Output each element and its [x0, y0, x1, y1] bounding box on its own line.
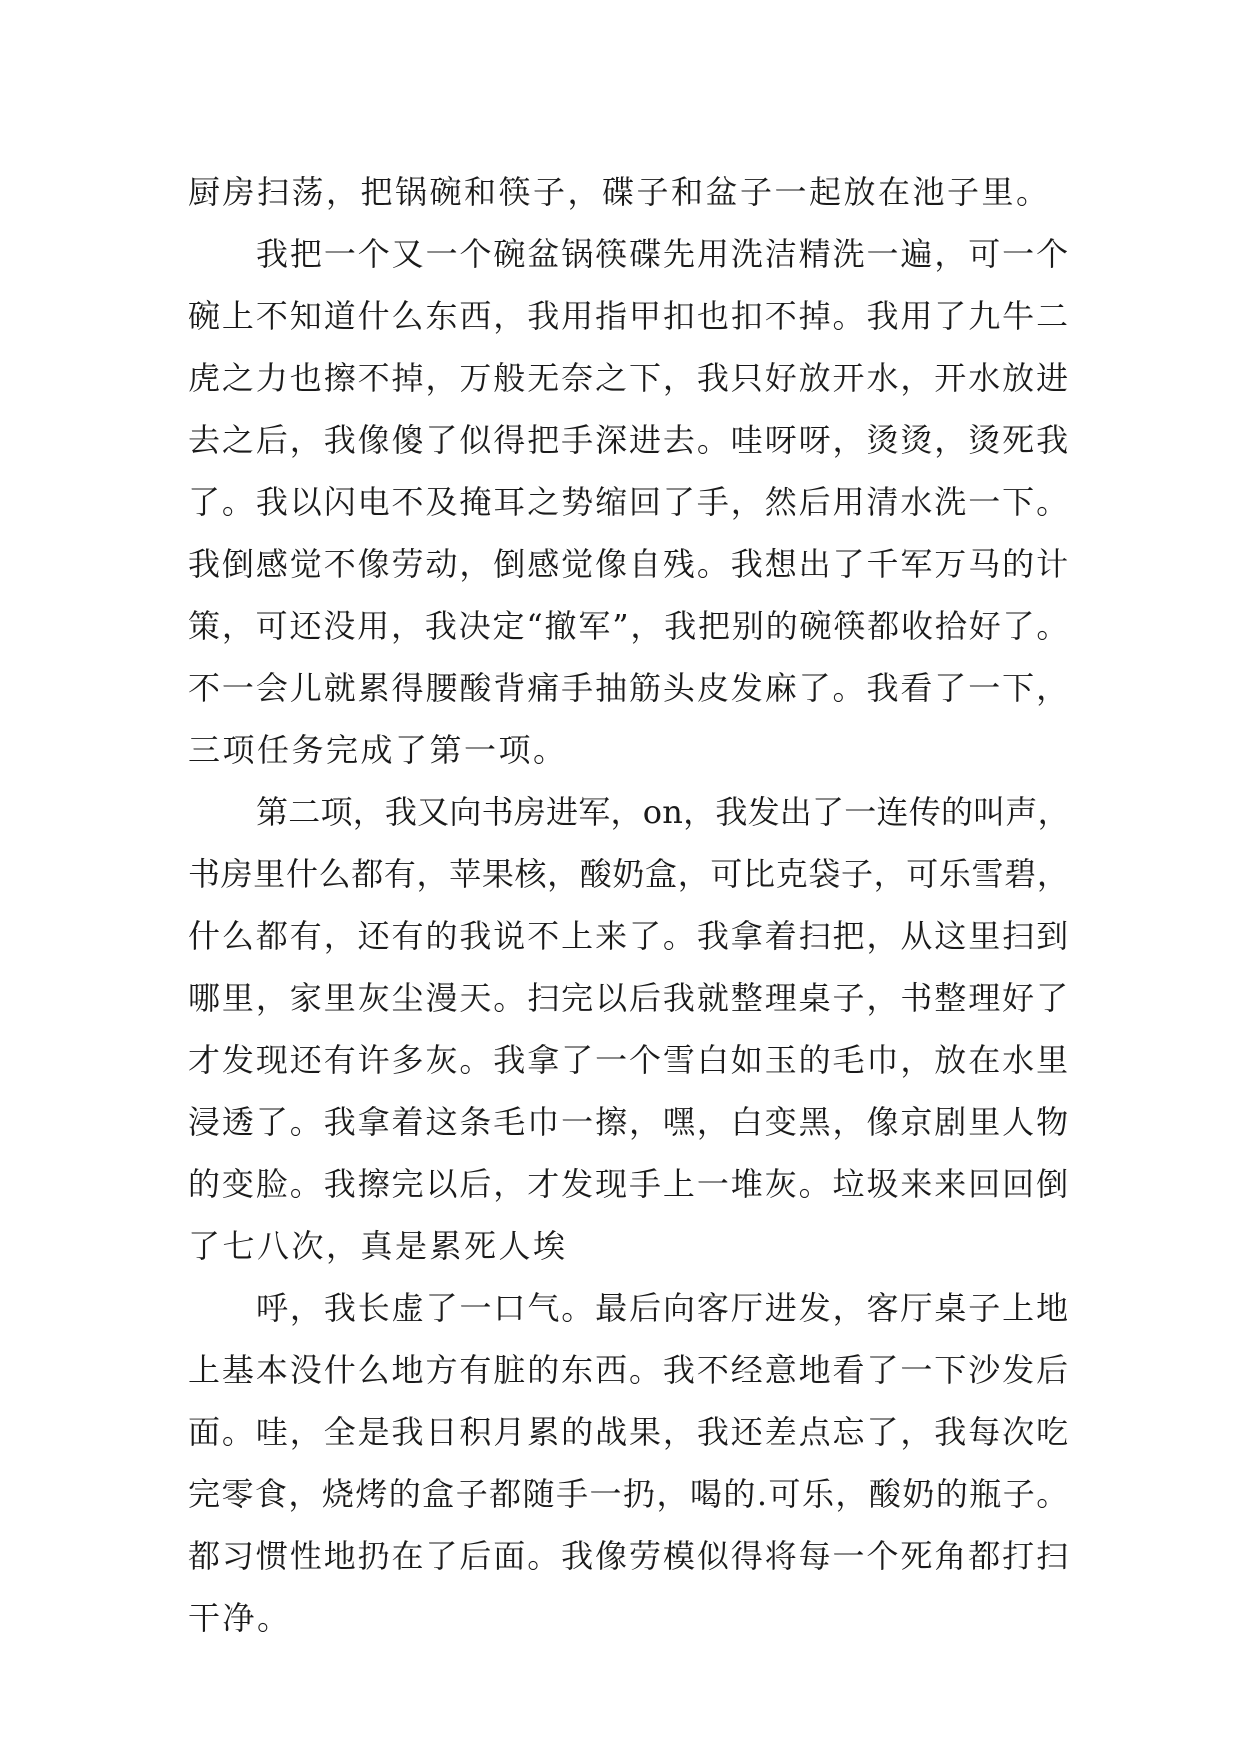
text-line: 什么都有，还有的我说不上来了。我拿着扫把，从这里扫到 [188, 917, 1071, 955]
text-line: 策，可还没用，我决定“撤军”，我把别的碗筷都收拾好了。 [188, 607, 1071, 645]
text-line: 了七八次，真是累死人埃 [188, 1227, 568, 1265]
text-line: 书房里什么都有，苹果核，酸奶盒，可比克袋子，可乐雪碧， [188, 855, 1070, 893]
text-line: 厨房扫荡，把锅碗和筷子，碟子和盆子一起放在池子里。 [188, 173, 1051, 211]
paragraph-first-line: 第二项，我又向书房进军，on，我发出了一连传的叫声， [256, 793, 1070, 831]
text-line: 虎之力也擦不掉，万般无奈之下，我只好放开水，开水放进 [188, 359, 1071, 397]
text-line: 了。我以闪电不及掩耳之势缩回了手，然后用清水洗一下。 [188, 483, 1071, 521]
text-line: 三项任务完成了第一项。 [188, 731, 568, 769]
text-line: 的变脸。我擦完以后，才发现手上一堆灰。垃圾来来回回倒 [188, 1165, 1071, 1203]
text-line: 我倒感觉不像劳动，倒感觉像自残。我想出了千军万马的计 [188, 545, 1071, 583]
text-line: 不一会儿就累得腰酸背痛手抽筋头皮发麻了。我看了一下， [188, 669, 1071, 707]
text-line: 去之后，我像傻了似得把手深进去。哇呀呀，烫烫，烫死我 [188, 421, 1071, 459]
body-text [188, 161, 1070, 1649]
text-line: 都习惯性地扔在了后面。我像劳模似得将每一个死角都打扫 [188, 1537, 1071, 1575]
paragraph-first-line: 呼，我长虚了一口气。最后向客厅进发，客厅桌子上地 [256, 1289, 1071, 1327]
text-line: 碗上不知道什么东西，我用指甲扣也扣不掉。我用了九牛二 [188, 297, 1071, 335]
text-line: 哪里，家里灰尘漫天。扫完以后我就整理桌子，书整理好了 [188, 979, 1071, 1017]
text-line: 才发现还有许多灰。我拿了一个雪白如玉的毛巾，放在水里 [188, 1041, 1071, 1079]
paragraph-first-line: 我把一个又一个碗盆锅筷碟先用洗洁精洗一遍，可一个 [256, 235, 1071, 273]
text-line: 干净。 [188, 1599, 292, 1637]
text-line: 浸透了。我拿着这条毛巾一擦，嘿，白变黑，像京剧里人物 [188, 1103, 1071, 1141]
text-line: 上基本没什么地方有脏的东西。我不经意地看了一下沙发后 [188, 1351, 1071, 1389]
text-line: 面。哇，全是我日积月累的战果，我还差点忘了，我每次吃 [188, 1413, 1071, 1451]
text-line: 完零食，烧烤的盒子都随手一扔，喝的.可乐，酸奶的瓶子。 [188, 1475, 1070, 1513]
